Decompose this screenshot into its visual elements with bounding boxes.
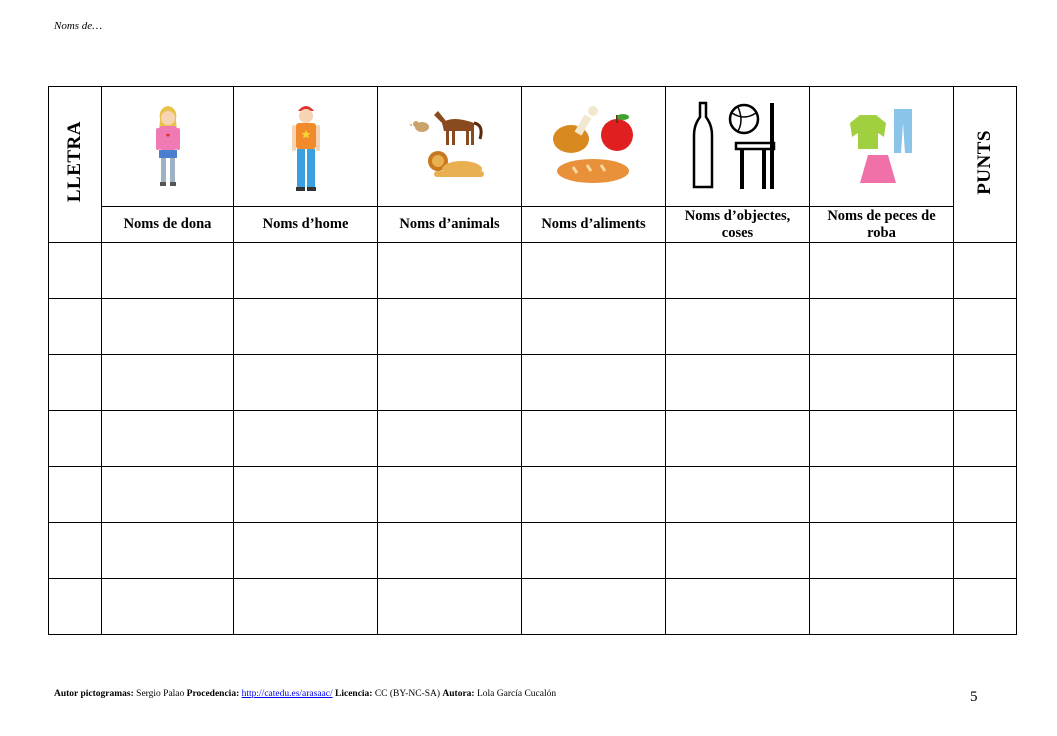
woman-icon [148, 102, 188, 192]
answer-cell[interactable] [234, 523, 378, 579]
letter-cell[interactable] [49, 467, 102, 523]
animals-cell [378, 87, 522, 207]
food-icon [549, 105, 639, 189]
letter-cell[interactable] [49, 579, 102, 635]
objects-icon [692, 99, 784, 195]
points-cell[interactable] [954, 579, 1017, 635]
column-label-clothes: Noms de peces de roba [810, 207, 954, 243]
column-label-woman: Noms de dona [102, 207, 234, 243]
answer-row [49, 579, 1017, 635]
answer-cell[interactable] [102, 411, 234, 467]
woman-cell [102, 87, 234, 207]
answer-cell[interactable] [810, 299, 954, 355]
answer-cell[interactable] [378, 243, 522, 299]
points-cell[interactable] [954, 243, 1017, 299]
answer-row [49, 243, 1017, 299]
answer-cell[interactable] [666, 579, 810, 635]
answer-cell[interactable] [378, 299, 522, 355]
answer-cell[interactable] [666, 355, 810, 411]
answer-cell[interactable] [810, 579, 954, 635]
answer-cell[interactable] [810, 523, 954, 579]
answer-cell[interactable] [522, 411, 666, 467]
answer-cell[interactable] [810, 243, 954, 299]
footer-credits [54, 689, 556, 699]
answer-cell[interactable] [666, 299, 810, 355]
column-label-food: Noms d’aliments [522, 207, 666, 243]
points-cell[interactable] [954, 523, 1017, 579]
answer-cell[interactable] [378, 579, 522, 635]
answer-cell[interactable] [234, 579, 378, 635]
answer-row [49, 523, 1017, 579]
points-cell[interactable] [954, 467, 1017, 523]
answer-cell[interactable] [378, 411, 522, 467]
answer-cell[interactable] [234, 299, 378, 355]
answer-row [49, 411, 1017, 467]
answer-cell[interactable] [102, 299, 234, 355]
clothes-cell [810, 87, 954, 207]
answer-cell[interactable] [810, 467, 954, 523]
footer-writer-label: Autora: [442, 689, 475, 699]
footer-author: Sergio Palao [136, 689, 185, 699]
answer-row [49, 467, 1017, 523]
answer-cell[interactable] [102, 243, 234, 299]
footer-source-link[interactable]: http://catedu.es/arasaac/ [241, 689, 333, 699]
man-icon [286, 99, 326, 195]
footer-author-label: Autor pictogramas: [54, 689, 134, 699]
answer-cell[interactable] [522, 579, 666, 635]
answer-cell[interactable] [666, 411, 810, 467]
footer-license: CC (BY-NC-SA) [374, 689, 441, 699]
answer-cell[interactable] [102, 523, 234, 579]
label-row [49, 207, 1017, 243]
points-cell[interactable] [954, 299, 1017, 355]
answer-cell[interactable] [234, 355, 378, 411]
answer-cell[interactable] [522, 467, 666, 523]
letter-cell[interactable] [49, 523, 102, 579]
man-cell [234, 87, 378, 207]
clothes-icon [844, 105, 920, 189]
answer-cell[interactable] [378, 523, 522, 579]
footer-license-label: Licencia: [335, 689, 373, 699]
footer-writer: Lola García Cucalón [476, 689, 557, 699]
letter-cell[interactable] [49, 243, 102, 299]
points-header-cell [954, 87, 1017, 243]
points-cell[interactable] [954, 355, 1017, 411]
answer-cell[interactable] [810, 411, 954, 467]
letter-header: LLETRA [64, 121, 85, 203]
answer-cell[interactable] [102, 579, 234, 635]
letter-header-cell [49, 87, 102, 243]
column-label-objects: Noms d’objectes, coses [666, 207, 810, 243]
letter-cell[interactable] [49, 355, 102, 411]
points-cell[interactable] [954, 411, 1017, 467]
answer-cell[interactable] [666, 243, 810, 299]
letter-cell[interactable] [49, 299, 102, 355]
answer-cell[interactable] [522, 355, 666, 411]
animals-icon [408, 105, 492, 189]
answer-row [49, 299, 1017, 355]
page-number: 5 [970, 689, 978, 705]
objects-cell [666, 87, 810, 207]
pictogram-row [49, 87, 1017, 207]
answer-cell[interactable] [234, 243, 378, 299]
letter-cell[interactable] [49, 411, 102, 467]
answer-cell[interactable] [234, 411, 378, 467]
answer-cell[interactable] [522, 299, 666, 355]
answer-cell[interactable] [810, 355, 954, 411]
answer-cell[interactable] [666, 467, 810, 523]
answer-row [49, 355, 1017, 411]
footer-source-label: Procedencia: [186, 689, 240, 699]
points-header: PUNTS [974, 129, 995, 195]
food-cell [522, 87, 666, 207]
column-label-animals: Noms d’animals [378, 207, 522, 243]
answer-cell[interactable] [522, 523, 666, 579]
answer-cell[interactable] [378, 355, 522, 411]
answer-cell[interactable] [378, 467, 522, 523]
answer-cell[interactable] [102, 467, 234, 523]
answer-cell[interactable] [522, 243, 666, 299]
column-label-man: Noms d’home [234, 207, 378, 243]
names-game-table [48, 86, 1017, 635]
answer-cell[interactable] [102, 355, 234, 411]
answer-cell[interactable] [234, 467, 378, 523]
answer-cell[interactable] [666, 523, 810, 579]
header-title: Noms de… [54, 20, 102, 32]
